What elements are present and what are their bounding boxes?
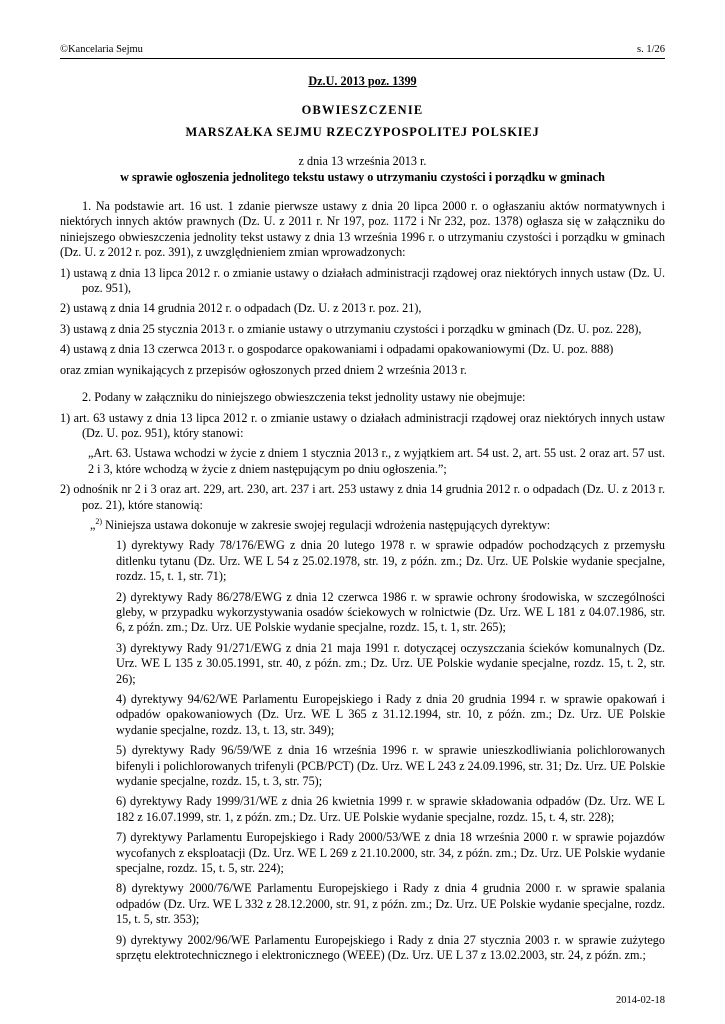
amendment-item: 4) ustawą z dnia 13 czerwca 2013 r. o gospodarce opakowaniami i odpadami opakowaniowymi (Dz. U. poz. 888) <box>60 342 614 357</box>
document-date: z dnia 13 września 2013 r. <box>298 154 427 169</box>
journal-reference: Dz.U. 2013 poz. 1399 <box>308 74 417 88</box>
amendment-item: 2) ustawą z dnia 14 grudnia 2012 r. o odpadach (Dz. U. z 2013 r. poz. 21), <box>60 301 422 316</box>
header-page-number: s. 1/26 <box>636 44 665 55</box>
directive-item: 4) dyrektywy 94/62/WE Parlamentu Europejskiego i Rady z dnia 20 grudnia 1994 r. w sprawie opakowań i odpadów opakowaniowych (Dz. Urz. WE L 365 z 31.12.1994, str. 10, z późn. zm.; Dz. Urz. UE Polskie wydanie specjalne, rozdz. 13, t. 13, str. 349); <box>116 692 665 737</box>
footnote-intro-text: Niniejsza ustawa dokonuje w zakresie swojej regulacji wdrożenia następujących dyrektyw: <box>102 517 551 532</box>
document-title: OBWIESZCZENIE <box>301 103 424 118</box>
directive-item: 8) dyrektywy 2000/76/WE Parlamentu Europejskiego i Rady z dnia 4 grudnia 2000 r. w sprawie spalania odpadów (Dz. Urz. WE L 332 z 28.12.2000, str. 91, z późn. zm.; Dz. Urz. UE Polskie wydanie specjalne, rozdz. 15, t. 5, str. 353); <box>116 881 665 927</box>
directive-item: 2) dyrektywy Rady 86/278/EWG z dnia 12 czerwca 1986 r. w sprawie ochrony środowiska, w szczególności gleby, w przypadku wykorzystywania osadów ściekowych w rolnictwie (Dz. Urz. WE L 181 z 04.07.1986, str. 6, z późn. zm.; Dz. Urz. UE Polskie wydanie specjalne, rozdz. 15, t. 1, str. 265); <box>116 589 665 635</box>
exclusion-item-1: 1) art. 63 ustawy z dnia 13 lipca 2012 r. o zmianie ustawy o działach administracji rządowej oraz niektórych innych ustaw (Dz. U. poz. 951), który stanowi: <box>60 410 665 440</box>
amendment-item: 3) ustawą z dnia 25 stycznia 2013 r. o zmianie ustawy o utrzymaniu czystości i porządku w gminach (Dz. U. poz. 228), <box>60 321 642 336</box>
paragraph-2: 2. Podany w załączniku do niniejszego obwieszczenia tekst jednolity ustawy nie obejmuje: <box>82 390 526 405</box>
document-subject: w sprawie ogłoszenia jednolitego tekstu ustawy o utrzymaniu czystości i porządku w gminach <box>120 169 605 184</box>
page-header <box>60 44 665 59</box>
directive-item: 5) dyrektywy Rady 96/59/WE z dnia 16 września 1996 r. w sprawie unieszkodliwiania polichlorowanych bifenyli i polichlorowanych trifenyli (PCB/PCT) (Dz. Urz. WE L 243 z 24.09.1996, str. 31; Dz. Urz. UE Polskie wydanie specjalne, rozdz. 15, t. 3, str. 75); <box>116 743 665 789</box>
footnote-open-quote: „ <box>90 517 96 532</box>
directive-item: 3) dyrektywy Rady 91/271/EWG z dnia 21 maja 1991 r. dotyczącej oczyszczania ścieków komunalnych (Dz. Urz. WE L 135 z 30.05.1991, str. 40, z późn. zm.; Dz. Urz. UE Polskie wydanie specjalne, rozdz. 15, t. 2, str. 26); <box>116 640 665 686</box>
directive-item: 7) dyrektywy Parlamentu Europejskiego i Rady 2000/53/WE z dnia 18 września 2000 r. w sprawie pojazdów wycofanych z eksploatacji (Dz. Urz. WE L 269 z 21.10.2000, str. 34, z późn. zm.; Dz. Urz. UE Polskie wydanie specjalne, rozdz. 15, t. 5, str. 224); <box>116 830 665 876</box>
amendments-closing: oraz zmian wynikających z przepisów ogłoszonych przed dniem 2 września 2013 r. <box>60 362 467 377</box>
footnote-intro <box>90 518 665 533</box>
directive-item: 6) dyrektywy Rady 1999/31/WE z dnia 26 kwietnia 1999 r. w sprawie składowania odpadów (Dz. Urz. WE L 182 z 16.07.1999, str. 1, z późn. zm.; Dz. Urz. UE Polskie wydanie specjalne, rozdz. 15, t. 4, str. 228); <box>116 794 665 824</box>
paragraph-1: 1. Na podstawie art. 16 ust. 1 zdanie pierwsze ustawy z dnia 20 lipca 2000 r. o ogłaszaniu aktów normatywnych i niektórych innych aktów prawnych (Dz. U. z 2011 r. Nr 197, poz. 1172 i Nr 232, poz. 1378) ogłasza się w załączniku do niniejszego obwieszczenia jednolity tekst ustawy z dnia 13 września 1996 r. o utrzymaniu czystości i porządku w gminach (Dz. U. z 2012 r. poz. 391), z uwzględnieniem zmian wprowadzonych: <box>60 199 665 260</box>
exclusion-item-2: 2) odnośnik nr 2 i 3 oraz art. 229, art. 230, art. 237 i art. 253 ustawy z dnia 14 grudnia 2012 r. o odpadach (Dz. U. z 2013 r. poz. 21), które stanowią: <box>60 482 665 512</box>
quoted-article-63: „Art. 63. Ustawa wchodzi w życie z dniem 1 stycznia 2013 r., z wyjątkiem art. 54 ust. 2, art. 55 ust. 2 oraz art. 57 ust. 2 i 3, które wchodzą w życie z dniem następującym po dniu ogłoszenia.”; <box>88 446 665 476</box>
directive-item: 1) dyrektywy Rady 78/176/EWG z dnia 20 lutego 1978 r. w sprawie odpadów pochodzących z przemysłu ditlenku tytanu (Dz. Urz. WE L 54 z 25.02.1978, str. 19, z późn. zm.; Dz. Urz. UE Polskie wydanie specjalne, rozdz. 15, t. 1, str. 71); <box>116 538 665 584</box>
document-body <box>60 74 665 964</box>
header-publisher: ©Kancelaria Sejmu <box>60 44 143 55</box>
amendment-item: 1) ustawą z dnia 13 lipca 2012 r. o zmianie ustawy o działach administracji rządowej oraz niektórych innych ustaw (Dz. U. poz. 951), <box>60 265 665 296</box>
document-issuer: MARSZAŁKA SEJMU RZECZYPOSPOLITEJ POLSKIEJ <box>185 124 540 139</box>
footer-date: 2014-02-18 <box>616 995 665 1006</box>
footnote-number: 2) <box>95 516 103 526</box>
directive-item: 9) dyrektywy 2002/96/WE Parlamentu Europejskiego i Rady z dnia 27 stycznia 2003 r. w sprawie zużytego sprzętu elektrotechnicznego i elektronicznego (WEEE) (Dz. Urz. UE L 37 z 13.02.2003, str. 24, z późn. zm.; <box>116 932 665 963</box>
